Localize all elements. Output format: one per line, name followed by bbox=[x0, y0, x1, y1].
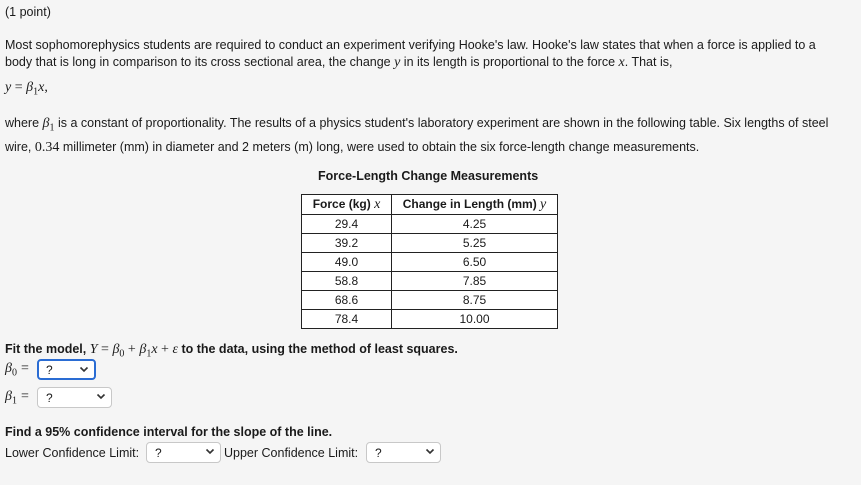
table-row bbox=[302, 310, 558, 329]
fit-b0: β bbox=[112, 342, 120, 357]
fit-b1-sub: 1 bbox=[146, 348, 152, 360]
chevron-down-icon bbox=[79, 364, 89, 374]
intro-paragraph bbox=[5, 37, 845, 71]
cell-force: 39.2 bbox=[302, 234, 392, 253]
table-row bbox=[302, 291, 558, 310]
points-label: (1 point) bbox=[5, 5, 51, 19]
fit-b0-sub: 0 bbox=[119, 348, 125, 360]
eq-tail: , bbox=[44, 80, 48, 95]
intro-text: . That is, bbox=[624, 55, 673, 69]
eq-sign: = bbox=[11, 80, 27, 95]
ci-question: Find a 95% confidence interval for the slope of the line. bbox=[5, 425, 333, 439]
intro-text: Most sophomorephysics students are required to conduct an experiment verifying Hooke's law. Hooke's law states that when a force is applied to a body that is long in comparison to its cross sectional area, the change bbox=[5, 38, 816, 69]
header-force-var: x bbox=[374, 196, 381, 212]
where-paragraph bbox=[5, 114, 855, 157]
cell-force: 29.4 bbox=[302, 215, 392, 234]
where-text: millimeter (mm) in diameter and 2 meters (m) long, were used to obtain the six force-length change measurements. bbox=[59, 139, 700, 154]
eq-sub: 1 bbox=[33, 86, 39, 98]
upper-limit-label: Upper Confidence Limit: bbox=[224, 446, 359, 460]
beta0-sub: 0 bbox=[11, 367, 17, 379]
beta1-label bbox=[5, 389, 29, 407]
header-force bbox=[302, 195, 392, 215]
table-row bbox=[302, 272, 558, 291]
upper-limit-select[interactable] bbox=[366, 442, 441, 463]
wire-diameter: 0.34 bbox=[34, 139, 60, 155]
cell-length: 8.75 bbox=[392, 291, 558, 310]
cell-length: 5.25 bbox=[392, 234, 558, 253]
fit-eps: ε bbox=[172, 342, 178, 357]
beta1-equals: = bbox=[20, 389, 29, 404]
header-force-text: Force (kg) bbox=[312, 196, 375, 211]
cell-length: 10.00 bbox=[392, 310, 558, 329]
fit-plus2: + bbox=[157, 342, 173, 357]
chevron-down-icon bbox=[96, 391, 106, 401]
eq-lhs: y bbox=[5, 80, 12, 95]
where-sub: 1 bbox=[49, 122, 55, 134]
beta0-select[interactable] bbox=[37, 359, 96, 380]
where-beta: β bbox=[42, 116, 50, 131]
lower-limit-value: ? bbox=[155, 446, 162, 460]
beta1-symbol: β bbox=[5, 389, 12, 404]
fit-question bbox=[5, 342, 458, 360]
fit-plus: + bbox=[124, 342, 140, 357]
intro-text: in its length is proportional to the force bbox=[400, 55, 619, 69]
lower-limit-label: Lower Confidence Limit: bbox=[5, 446, 140, 460]
upper-limit-value: ? bbox=[375, 446, 382, 460]
fit-text: to the data, using the method of least squares. bbox=[177, 342, 458, 356]
table-row bbox=[302, 215, 558, 234]
cell-force: 49.0 bbox=[302, 253, 392, 272]
var-y: y bbox=[394, 55, 401, 70]
lower-limit-select[interactable] bbox=[146, 442, 221, 463]
header-length-var: y bbox=[540, 196, 547, 212]
header-length-text: Change in Length (mm) bbox=[402, 196, 541, 211]
table-row bbox=[302, 234, 558, 253]
beta1-sub: 1 bbox=[11, 395, 17, 407]
beta1-select[interactable] bbox=[37, 387, 112, 408]
beta0-value: ? bbox=[46, 363, 53, 377]
cell-length: 4.25 bbox=[392, 215, 558, 234]
cell-force: 58.8 bbox=[302, 272, 392, 291]
where-text: where bbox=[5, 116, 43, 130]
eq-x: x bbox=[38, 80, 45, 95]
beta0-symbol: β bbox=[5, 361, 12, 376]
hookes-law-equation bbox=[5, 80, 48, 98]
measurements-table bbox=[301, 194, 558, 329]
beta0-equals: = bbox=[20, 361, 29, 376]
fit-x: x bbox=[151, 342, 158, 357]
table-row bbox=[302, 253, 558, 272]
table-caption: Force-Length Change Measurements bbox=[318, 169, 539, 183]
beta1-value: ? bbox=[46, 391, 53, 405]
where-text: is a constant of proportionality. The results of a physics student's laboratory experiment are shown in the following table. Six lengths of steel wire, bbox=[5, 116, 829, 154]
chevron-down-icon bbox=[425, 446, 435, 456]
header-length bbox=[392, 195, 558, 215]
cell-force: 78.4 bbox=[302, 310, 392, 329]
eq-beta: β bbox=[26, 80, 34, 95]
var-x: x bbox=[618, 55, 625, 70]
cell-length: 6.50 bbox=[392, 253, 558, 272]
fit-text: Fit the model, bbox=[5, 342, 90, 356]
fit-b1: β bbox=[139, 342, 147, 357]
cell-force: 68.6 bbox=[302, 291, 392, 310]
beta0-label bbox=[5, 361, 29, 379]
cell-length: 7.85 bbox=[392, 272, 558, 291]
fit-Y: Y bbox=[89, 342, 98, 357]
fit-eq: = bbox=[97, 342, 113, 357]
chevron-down-icon bbox=[205, 446, 215, 456]
